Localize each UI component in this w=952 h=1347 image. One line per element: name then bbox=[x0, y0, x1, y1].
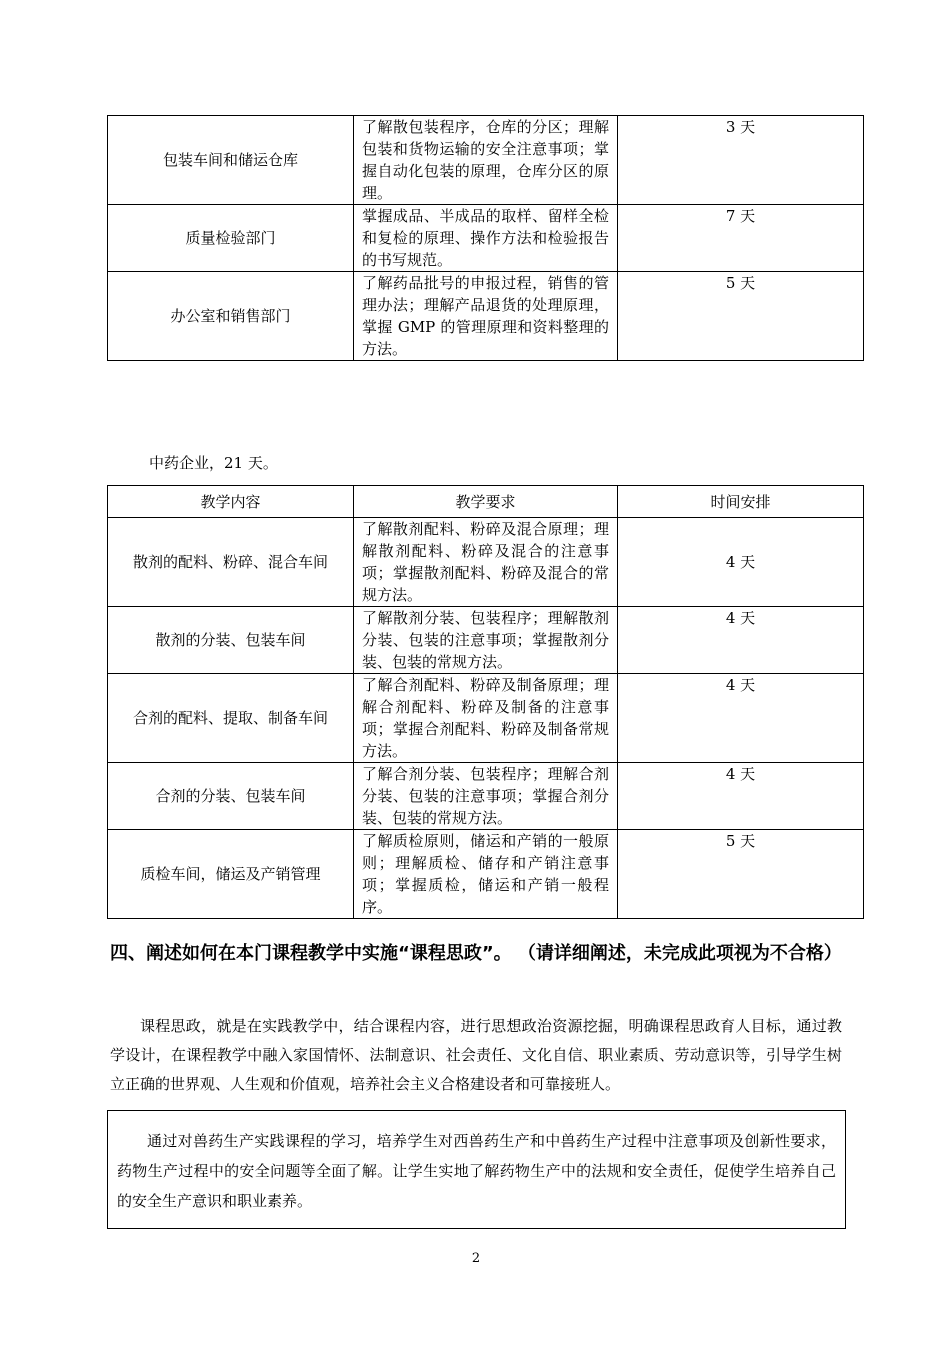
table-row bbox=[108, 607, 864, 674]
table-row bbox=[108, 674, 864, 763]
practice-table-2 bbox=[107, 485, 864, 919]
requirement-cell: 了解合剂配料、粉碎及制备原理；理解合剂配料、粉碎及制备的注意事项；掌握合剂配料、粉碎及制备常规方法。 bbox=[354, 674, 618, 763]
time-cell: 4 天 bbox=[618, 607, 864, 674]
dept-cell: 质检车间，储运及产销管理 bbox=[108, 830, 354, 919]
dept-cell: 合剂的配料、提取、制备车间 bbox=[108, 674, 354, 763]
time-cell: 5 天 bbox=[618, 272, 864, 361]
answer-box bbox=[107, 1110, 846, 1229]
requirement-cell: 了解质检原则，储运和产销的一般原则；理解质检、储存和产销注意事项；掌握质检，储运和产销一般程序。 bbox=[354, 830, 618, 919]
dept-cell: 质量检验部门 bbox=[108, 205, 354, 272]
requirement-cell: 掌握成品、半成品的取样、留样全检和复检的原理、操作方法和检验报告的书写规范。 bbox=[354, 205, 618, 272]
time-cell: 4 天 bbox=[618, 763, 864, 830]
time-cell: 7 天 bbox=[618, 205, 864, 272]
table-header-row bbox=[108, 486, 864, 518]
requirement-cell: 了解药品批号的申报过程，销售的管理办法；理解产品退货的处理原理，掌握 GMP 的管理原理和资料整理的方法。 bbox=[354, 272, 618, 361]
table-row bbox=[108, 518, 864, 607]
answer-text: 通过对兽药生产实践课程的学习，培养学生对西兽药生产和中兽药生产过程中注意事项及创新性要求，药物生产过程中的安全问题等全面了解。让学生实地了解药物生产中的法规和安全责任，促使学生培养自己的安全生产意识和职业素养。 bbox=[117, 1132, 836, 1210]
time-cell: 4 天 bbox=[618, 518, 864, 607]
requirement-cell: 了解散剂配料、粉碎及混合原理；理解散剂配料、粉碎及混合的注意事项；掌握散剂配料、粉碎及混合的常规方法。 bbox=[354, 518, 618, 607]
page-number: 2 bbox=[471, 1251, 481, 1266]
time-cell: 3 天 bbox=[618, 116, 864, 205]
table-row bbox=[108, 830, 864, 919]
dept-cell: 散剂的分装、包装车间 bbox=[108, 607, 354, 674]
time-cell: 5 天 bbox=[618, 830, 864, 919]
dept-cell: 合剂的分装、包装车间 bbox=[108, 763, 354, 830]
requirement-cell: 了解散包装程序，仓库的分区；理解包装和货物运输的安全注意事项；掌握自动化包装的原理，仓库分区的原理。 bbox=[354, 116, 618, 205]
table-row bbox=[108, 272, 864, 361]
section-paragraph: 课程思政，就是在实践教学中，结合课程内容，进行思想政治资源挖掘，明确课程思政育人目标，通过教学设计，在课程教学中融入家国情怀、法制意识、社会责任、文化自信、职业素质、劳动意识等，引导学生树立正确的世界观、人生观和价值观，培养社会主义合格建设者和可靠接班人。 bbox=[110, 1017, 842, 1093]
table-row bbox=[108, 205, 864, 272]
requirement-cell: 了解散剂分装、包装程序；理解散剂分装、包装的注意事项；掌握散剂分装、包装的常规方法。 bbox=[354, 607, 618, 674]
header-content: 教学内容 bbox=[108, 486, 354, 518]
dept-cell: 包装车间和储运仓库 bbox=[108, 116, 354, 205]
header-time: 时间安排 bbox=[618, 486, 864, 518]
time-cell: 4 天 bbox=[618, 674, 864, 763]
table-row bbox=[108, 763, 864, 830]
section-heading: 四、阐述如何在本门课程教学中实施“课程思政”。 （请详细阐述，未完成此项视为不合格） bbox=[110, 943, 842, 964]
dept-cell: 散剂的配料、粉碎、混合车间 bbox=[108, 518, 354, 607]
practice-table-1 bbox=[107, 115, 864, 361]
table-row bbox=[108, 116, 864, 205]
header-requirement: 教学要求 bbox=[354, 486, 618, 518]
dept-cell: 办公室和销售部门 bbox=[108, 272, 354, 361]
enterprise-caption: 中药企业，21 天。 bbox=[149, 454, 278, 472]
requirement-cell: 了解合剂分装、包装程序；理解合剂分装、包装的注意事项；掌握合剂分装、包装的常规方法。 bbox=[354, 763, 618, 830]
